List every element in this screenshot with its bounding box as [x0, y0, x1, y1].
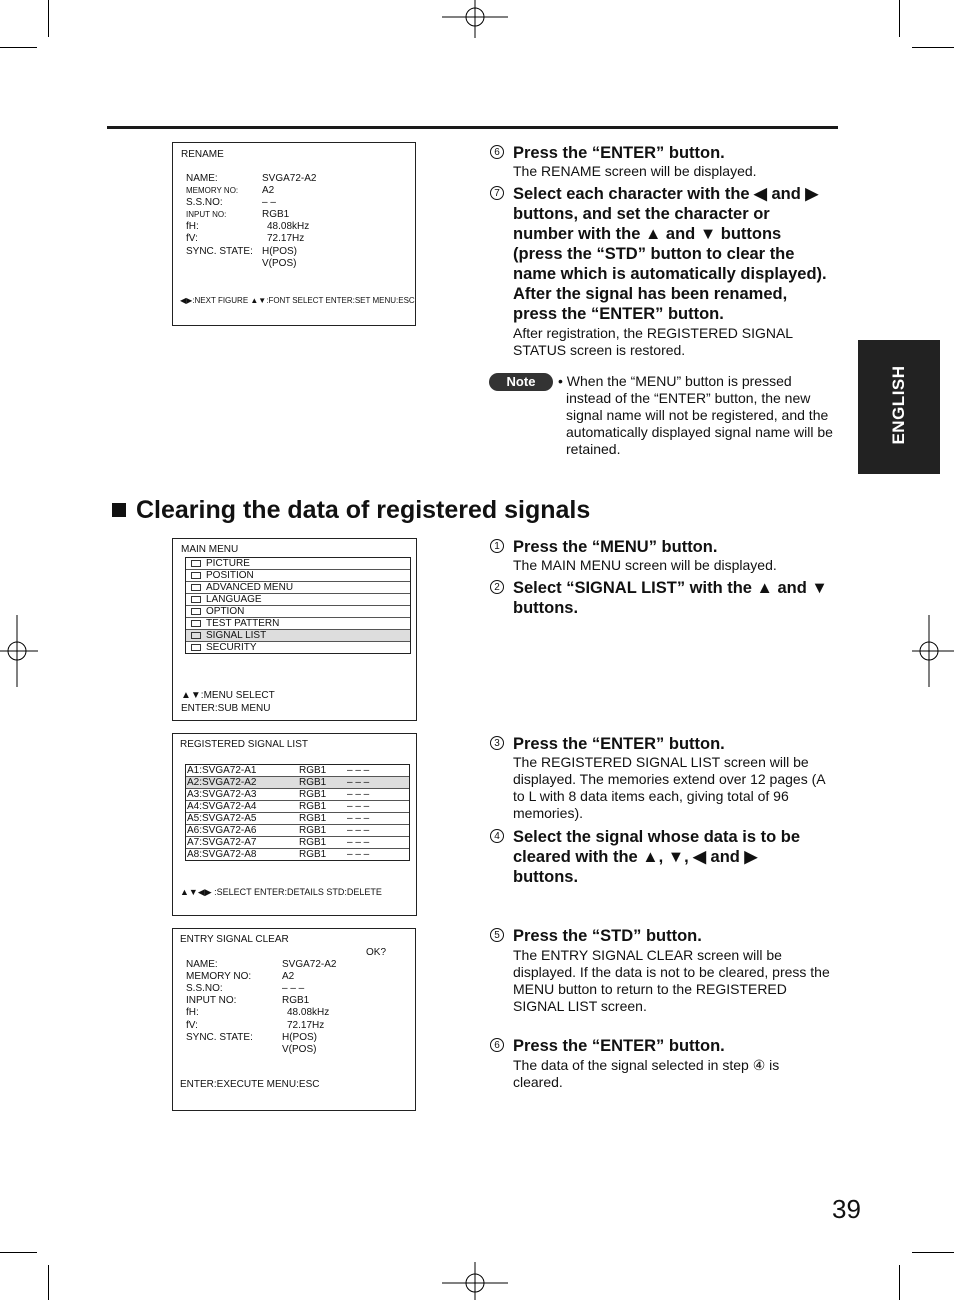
field-value: H(POS) [282, 1032, 317, 1043]
entry-clear-screen [172, 928, 416, 1111]
note-line-cont: instead of the “ENTER” button, the new signal name will not be registered, and the automatically displayed signal name will be retained. [566, 390, 833, 457]
menu-item[interactable] [186, 558, 410, 570]
field-label: INPUT NO: [186, 995, 237, 1006]
signal-row[interactable] [186, 801, 409, 813]
note-badge: Note [489, 373, 553, 391]
signal-row[interactable] [186, 849, 409, 860]
menu-item[interactable] [186, 618, 410, 630]
crop-mark [899, 0, 900, 37]
signal-row[interactable] [186, 813, 409, 825]
field-label: NAME: [186, 173, 218, 184]
field-value: H(POS) [262, 246, 297, 257]
crop-mark [48, 1265, 49, 1300]
menu-item-label: SIGNAL LIST [206, 630, 267, 641]
step-description: The REGISTERED SIGNAL LIST screen will be displayed. The memories extend over 12 pages (A to L with 8 data items each, giving total of 96 memories). [513, 754, 825, 821]
step-heading: Press the “ENTER” button. [513, 1037, 725, 1055]
signal-input: RGB1 [299, 765, 327, 776]
signal-list-screen [172, 733, 417, 916]
step-number: 6 [490, 1038, 504, 1052]
registration-mark [0, 615, 40, 687]
menu-item-icon [191, 596, 201, 603]
crop-mark [912, 47, 954, 48]
crop-mark [912, 1252, 954, 1253]
rename-screen [172, 142, 416, 326]
signal-input: RGB1 [299, 825, 327, 836]
field-value: A2 [262, 185, 275, 196]
step-number: 4 [490, 829, 504, 843]
screen-title: REGISTERED SIGNAL LIST [180, 739, 308, 750]
field-value: V(POS) [282, 1044, 317, 1055]
screen-footer: ▲▼:MENU SELECT [181, 690, 275, 701]
step-heading: Press the “ENTER” button. [513, 144, 725, 162]
menu-item-icon [191, 632, 201, 639]
signal-name: A3:SVGA72-A3 [187, 789, 257, 800]
field-label: SYNC. STATE: [186, 246, 253, 257]
signal-name: A5:SVGA72-A5 [187, 813, 257, 824]
menu-item-label: OPTION [206, 606, 245, 617]
screen-title: ENTRY SIGNAL CLEAR [180, 934, 289, 945]
field-value: RGB1 [262, 209, 290, 220]
screen-footer: ENTER:SUB MENU [181, 703, 271, 714]
field-value: 48.08kHz [287, 1007, 330, 1018]
signal-ss: – – – [347, 801, 370, 812]
field-value: SVGA72-A2 [282, 959, 337, 970]
field-value: V(POS) [262, 258, 297, 269]
step-heading: Press the “STD” button. [513, 927, 702, 945]
step-number: 2 [490, 580, 504, 594]
step-heading: Press the “MENU” button. [513, 538, 718, 556]
field-label: MEMORY NO: [186, 186, 239, 195]
screen-title: RENAME [181, 149, 224, 160]
field-label: S.S.NO: [186, 983, 223, 994]
field-label: SYNC. STATE: [186, 1032, 253, 1043]
signal-ss: – – – [347, 789, 370, 800]
signal-input: RGB1 [299, 837, 327, 848]
menu-item-label: ADVANCED MENU [206, 582, 294, 593]
field-value: 72.17Hz [267, 233, 305, 244]
signal-input: RGB1 [299, 789, 327, 800]
menu-list [185, 557, 411, 654]
field-label: fV: [186, 1020, 198, 1031]
step-description: The RENAME screen will be displayed. [513, 163, 757, 179]
menu-item-label: SECURITY [206, 642, 257, 653]
signal-input: RGB1 [299, 777, 327, 788]
signal-name: A7:SVGA72-A7 [187, 837, 257, 848]
menu-item-icon [191, 572, 201, 579]
signal-row[interactable] [186, 837, 409, 849]
step-number: 5 [490, 928, 504, 942]
screen-title: MAIN MENU [181, 544, 239, 555]
signal-name: A1:SVGA72-A1 [187, 765, 257, 776]
crop-mark [899, 1265, 900, 1300]
step-number: 6 [490, 145, 504, 159]
signal-row[interactable] [186, 777, 409, 789]
registration-mark [910, 615, 954, 687]
signal-ss: – – – [347, 825, 370, 836]
signal-name: A6:SVGA72-A6 [187, 825, 257, 836]
menu-item[interactable] [186, 630, 410, 642]
field-value: 72.17Hz [287, 1020, 325, 1031]
menu-item[interactable] [186, 582, 410, 594]
step-heading: Select the signal whose data is to be cleared with the ▲, ▼, ◀ and ▶ buttons. [513, 828, 800, 886]
field-value: A2 [282, 971, 295, 982]
step-description: The data of the signal selected in step ④ is cleared. [513, 1057, 780, 1090]
menu-item-label: PICTURE [206, 558, 250, 569]
signal-name: A2:SVGA72-A2 [187, 777, 257, 788]
screen-footer: ◀▶:NEXT FIGURE ▲▼:FONT SELECT ENTER:SET MENU:ESC [180, 296, 415, 305]
section-title-text: Clearing the data of registered signals [136, 496, 591, 524]
signal-name: A4:SVGA72-A4 [187, 801, 257, 812]
step-number: 3 [490, 736, 504, 750]
field-label: fV: [186, 233, 198, 244]
language-tab-label: ENGLISH [889, 365, 908, 445]
language-tab [858, 340, 940, 474]
menu-item[interactable] [186, 606, 410, 618]
signal-ss: – – – [347, 837, 370, 848]
menu-item[interactable] [186, 570, 410, 582]
field-value: – – – [282, 983, 305, 994]
field-label: NAME: [186, 959, 218, 970]
step-heading: Select “SIGNAL LIST” with the ▲ and ▼ buttons. [513, 579, 828, 617]
menu-item-icon [191, 584, 201, 591]
menu-item[interactable] [186, 594, 410, 606]
field-label: MEMORY NO: [186, 971, 252, 982]
signal-input: RGB1 [299, 801, 327, 812]
menu-item[interactable] [186, 642, 410, 653]
step-number: 7 [490, 186, 504, 200]
screen-footer: ENTER:EXECUTE MENU:ESC [180, 1079, 320, 1090]
signal-ss: – – – [347, 813, 370, 824]
step-heading: Press the “ENTER” button. [513, 735, 725, 753]
note-line: • When the “MENU” button is pressed [558, 373, 792, 389]
note-text [558, 373, 840, 458]
menu-item-icon [191, 560, 201, 567]
field-value: – – [262, 197, 276, 208]
menu-item-label: LANGUAGE [206, 594, 262, 605]
field-value: RGB1 [282, 995, 310, 1006]
step-description: After registration, the REGISTERED SIGNAL STATUS screen is restored. [513, 325, 793, 358]
crop-mark [0, 47, 37, 48]
menu-item-icon [191, 608, 201, 615]
signal-row[interactable] [186, 765, 409, 777]
signal-input: RGB1 [299, 849, 327, 860]
field-value: 48.08kHz [267, 221, 310, 232]
step-heading: Select each character with the ◀ and ▶ buttons, and set the character or number with the ▲ and ▼ buttons (press the “STD” button to clear the name which is automatically displayed). After the signal has been renamed, press the “ENTER” button. [513, 185, 827, 323]
crop-mark [48, 0, 49, 37]
main-menu-screen [172, 538, 417, 721]
signal-table [185, 764, 410, 861]
field-label: S.S.NO: [186, 197, 223, 208]
signal-ss: – – – [347, 765, 370, 776]
confirm-prompt: OK? [366, 947, 387, 958]
field-label: INPUT NO: [186, 210, 227, 219]
signal-ss: – – – [347, 777, 370, 788]
step-description: The MAIN MENU screen will be displayed. [513, 557, 777, 573]
step-number: 1 [490, 539, 504, 553]
field-value: SVGA72-A2 [262, 173, 317, 184]
signal-row[interactable] [186, 825, 409, 837]
signal-row[interactable] [186, 789, 409, 801]
menu-item-icon [191, 644, 201, 651]
signal-name: A8:SVGA72-A8 [187, 849, 257, 860]
top-rule [107, 126, 838, 129]
section-title [112, 496, 590, 525]
registration-mark [440, 0, 510, 40]
registration-mark [440, 1262, 510, 1300]
square-bullet-icon [112, 503, 126, 517]
menu-item-label: POSITION [206, 570, 254, 581]
signal-ss: – – – [347, 849, 370, 860]
menu-item-label: TEST PATTERN [206, 618, 280, 629]
menu-item-icon [191, 620, 201, 627]
signal-input: RGB1 [299, 813, 327, 824]
step-description: The ENTRY SIGNAL CLEAR screen will be displayed. If the data is not to be cleared, press the MENU button to return to the REGISTERED SIGNAL LIST screen. [513, 947, 830, 1014]
crop-mark [0, 1252, 37, 1253]
field-label: fH: [186, 221, 199, 232]
field-label: fH: [186, 1007, 199, 1018]
page-number: 39 [832, 1194, 861, 1224]
screen-footer: ▲▼◀▶ :SELECT ENTER:DETAILS STD:DELETE [180, 887, 382, 897]
